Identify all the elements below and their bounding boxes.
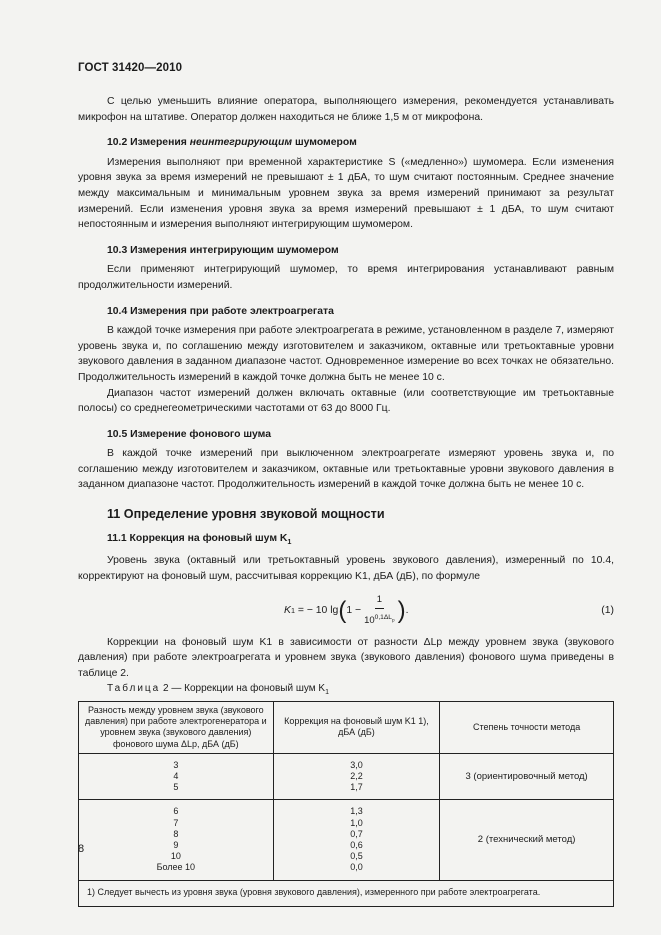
section-10-4-paragraph-2: Диапазон частот измерений должен включать октавные (или соответствующие им третьоктавные полосы) со среднегеометрическими частотами от 63 до 8000 Гц. <box>78 387 614 415</box>
section-10-2-heading: 10.2 Измерения неинтегрирующим шумомером <box>107 137 357 149</box>
section-11-heading: 11 Определение уровня звуковой мощности <box>107 507 385 522</box>
section-11-1-paragraph-1: Уровень звука (октавный или третьоктавный уровень звукового давления), измеренный по 10.4, корректируют на фоновый шум, рассчитывая коррекцию K1, дБА (дБ), по формуле <box>78 555 614 582</box>
section-10-3-heading: 10.3 Измерения интегрирующим шумомером <box>107 244 339 256</box>
section-11-1-heading: 11.1 Коррекция на фоновый шум $K_1$ <box>107 532 292 546</box>
section-10-5-heading: 10.5 Измерение фонового шума <box>107 428 271 440</box>
intro-paragraph: С целью уменьшить влияние оператора, выполняющего измерения, рекомендуется устанавливать микрофон на штативе. Оператор должен находиться не ближе 1,5 м от микрофона. <box>78 96 614 123</box>
table-caption: Таблица 2 — Коррекции на фоновый шум $K_1$ <box>107 683 329 697</box>
group1-differences: 3 4 5 <box>79 753 274 800</box>
page-number: 8 <box>78 843 85 855</box>
section-10-3-paragraph: Если применяют интегрирующий шумомер, то время интегрирования устанавливают равным продолжительности измерений. <box>78 264 614 291</box>
formula-fraction: $\frac{1}{10^{0,1\Delta L_p}}$ <box>364 593 395 627</box>
section-10-4-paragraph-1: В каждой точке измерения при работе электроагрегата в режиме, установленном в разделе 7, измеряют уровень звука и, по соглашению между изготовителем и заказчиком, октавные или третьоктавные уровни звукового давления в заданном диапазоне частот. Одновременное измерение во всех точках не обязательно. Продолжительность измерений в каждой точке должна быть не менее 10 с. <box>78 325 614 383</box>
col-header-correction: Коррекция на фоновый шум K1 1), дБА (дБ) <box>273 701 440 753</box>
table-footnote: 1) Следует вычесть из уровня звука (уровня звукового давления), измеренного при работе электроагрегата. <box>79 880 614 906</box>
table-row <box>79 800 614 880</box>
table-footnote-row <box>79 880 614 906</box>
document-body <box>78 94 614 907</box>
section-10-5-paragraph: В каждой точке измерений при выключенном электроагрегате измеряют уровень звука и, по соглашению между изготовителем и заказчиком, октавные или третьоктавные уровни звукового давления в заданном диапазоне частот. Продолжительность измерений в каждой точке должна быть не менее 10 с. <box>78 448 614 491</box>
formula-1: K 1 = − 10 lg ( 1 − $\frac{1}{10^{0,1\Delta L_p}}$ ) . (1) <box>78 593 614 629</box>
group2-differences: 6 7 8 9 10 Более 10 <box>79 800 274 880</box>
group2-method: 2 (технический метод) <box>440 800 614 880</box>
col-header-difference: Разность между уровнем звука (звукового давления) при работе электрогенератора и уровнем звука (звукового давления) фонового шума ΔLp, дБА (дБ) <box>79 701 274 753</box>
table-row <box>79 753 614 800</box>
formula-number: (1) <box>601 604 614 616</box>
table-header-row <box>79 701 614 753</box>
section-11-1-paragraph-2: Коррекции на фоновый шум K1 в зависимости от разности ΔLp между уровнем звука (звукового давления) при работе электроагрегата и уровнем звука (звукового давления) фонового шума приведены в таблице 2. <box>78 636 614 679</box>
section-10-2-paragraph: Измерения выполняют при временной характеристике S («медленно») шумомера. Если изменения уровня звука за время измерений не превышают ± 1 дБА, то шум считают постоянным. Среднее значение между максимальным и минимальным уровнем звука за время измерений принимают за результат измерений. Если изменения уровня звука за время измерений превышают ± 1 дБА, то шум считают непостоянным и измерения выполняют интегрирующим шумомером. <box>78 156 614 231</box>
col-header-method: Степень точности метода <box>440 701 614 753</box>
correction-table <box>78 701 614 907</box>
group2-corrections: 1,3 1,0 0,7 0,6 0,5 0,0 <box>273 800 440 880</box>
group1-method: 3 (ориентировочный метод) <box>440 753 614 800</box>
section-10-4-heading: 10.4 Измерения при работе электроагрегата <box>107 305 334 317</box>
group1-corrections: 3,0 2,2 1,7 <box>273 753 440 800</box>
document-header: ГОСТ 31420—2010 <box>78 62 183 74</box>
